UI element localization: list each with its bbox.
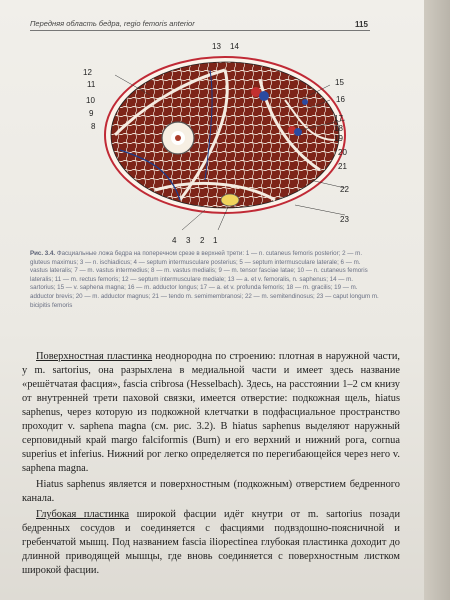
figure-label-11: 11 <box>87 80 96 89</box>
figure-label-2: 2 <box>200 236 205 245</box>
figure-label-1: 1 <box>213 236 218 245</box>
figure-label-10: 10 <box>86 96 95 105</box>
running-title: Передняя область бедра, regio femoris anterior <box>30 19 370 31</box>
term-superficial-layer: Поверхностная пластинка <box>36 351 153 362</box>
figure-label-13: 13 <box>212 42 221 51</box>
anatomy-figure <box>60 40 390 250</box>
paragraph-3 <box>22 508 400 578</box>
figure-label-17: 17 <box>334 114 343 123</box>
figure-label-21: 21 <box>338 162 347 171</box>
caption-text: Фасциальные ложа бедра на поперечном срезе в верхней трети: 1 — n. cutaneus femoris posterior; 2 — m. gluteus maximus; 3 — n. ischiadicus; 4 — septum intermusculare posterius; 5 — septum intermusculare laterale; 6 — m. vastus lateralis; 7 — m. vastus intermedius; 8 — m. vastus medialis; 9 — m. tensor fasciae latae; 10 — n. cutaneus femoris lateralis; 11 — m. rectus femoris; 12 — septum intermusculare mediale; 13 — a. et v. femoralis, n. saphenus; 14 — m. sartorius; 15 — v. saphena magna; 16 — m. adductor longus; 17 — a. et v. profunda femoris; 18 — m. gracilis; 19 — m. adductor brevis; 20 — m. adductor magnus; 21 — tendo m. semimembranosi; 22 — m. semitendinosus; 23 — caput longum m. bicipitis femoris <box>30 250 379 309</box>
figure-label-8: 8 <box>91 122 96 131</box>
body-text <box>22 350 400 580</box>
page-edge-shadow <box>424 0 450 600</box>
figure-label-23: 23 <box>340 215 349 224</box>
figure-label-20: 20 <box>338 148 347 157</box>
figure-label-3: 3 <box>186 236 191 245</box>
figure-label-15: 15 <box>335 78 344 87</box>
caption-lead: Рис. 3.4. <box>30 250 56 257</box>
paragraph-2: Hiatus saphenus является и поверхностным (подкожным) отверстием бедренного канала. <box>22 479 400 504</box>
term-deep-layer: Глубокая пластинка <box>36 509 130 520</box>
page-number: 115 <box>355 20 368 29</box>
paragraph-1 <box>22 350 400 476</box>
figure-label-19: 19 <box>334 134 343 143</box>
figure-label-22: 22 <box>340 185 349 194</box>
figure-label-14: 14 <box>230 42 239 51</box>
figure-caption <box>30 250 380 310</box>
figure-label-16: 16 <box>336 95 345 104</box>
figure-label-12: 12 <box>83 68 92 77</box>
figure-label-18: 18 <box>334 124 343 133</box>
figure-label-9: 9 <box>89 109 94 118</box>
paragraph-3-text: широкой фасции идёт кнутри от m. sartorius позади бедренных сосудов и соединяется с фасциями подвздошно-поясничной и гребенчатой мышц. Под названием fascia iliopectinea глубокая пластинка доходит до длинной приводящей мышцы, где вновь соединяется с поверхностным листком широкой фасции. <box>22 509 401 576</box>
figure-label-4: 4 <box>172 236 177 245</box>
paragraph-1-text: неоднородна по строению: плотная в наружной части, у m. sartorius, она разрыхлена в медиальной части и имеет здесь название «решётчатая фасция», fascia cribrosa (Hesselbach). Здесь, на расстоянии 1–2 см книзу от внутренней трети паховой связки, имеется отверстие: подкожная щель, hiatus saphenus, через которую из подкожной клетчатки в подфасциальное пространство проходит v. saphena magna (см. рис. 3.2). В hiatus saphenus выделяют наружный серповидный край margo falciformis (Burn) и его верхний и нижний рога, cornua superius et inferius. Нижний рог легко определяется по перегибающейся через него v. saphena magna. <box>22 351 400 474</box>
